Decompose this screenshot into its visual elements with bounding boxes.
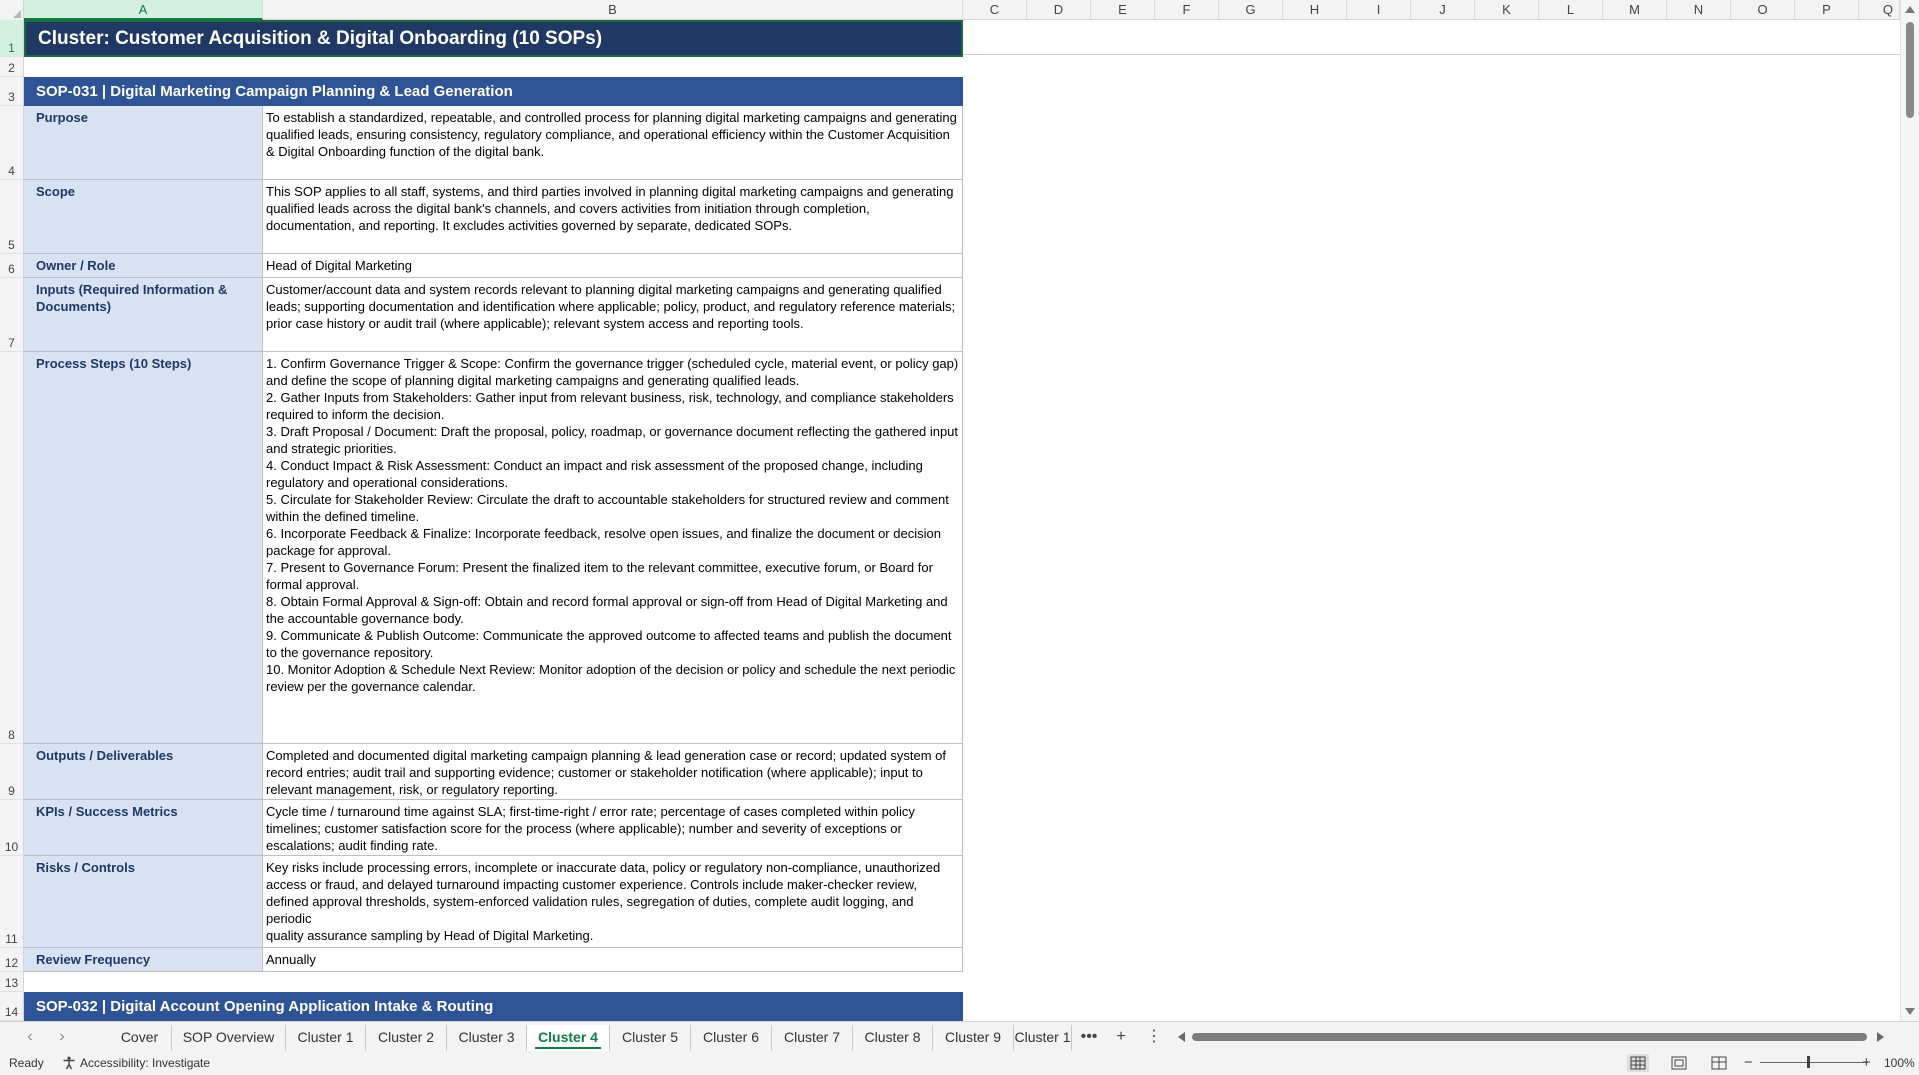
column-header-d[interactable]: D [1027,0,1091,20]
previous-sheet-icon[interactable]: ‹ [27,1028,33,1045]
column-header-c[interactable]: C [963,0,1027,20]
scroll-right-icon[interactable] [1877,1032,1884,1042]
accessibility-status[interactable] [62,1056,210,1070]
more-sheets-icon[interactable]: ••• [1080,1028,1098,1045]
column-header-l[interactable]: L [1539,0,1603,20]
column-header-q[interactable]: Q [1859,0,1900,20]
sheet-tab-sop-overview[interactable]: SOP Overview [172,1025,286,1051]
risks-controls-label[interactable]: Risks / Controls [24,856,263,948]
page-layout-view-button[interactable] [1668,1054,1690,1072]
column-header-bar [0,0,1900,20]
column-header-p[interactable]: P [1795,0,1859,20]
row-header-13[interactable]: 13 [0,972,24,992]
accessibility-status-text: Accessibility: Investigate [80,1056,211,1070]
column-header-n[interactable]: N [1667,0,1731,20]
column-header-m[interactable]: M [1603,0,1667,20]
row-header-8[interactable]: 8 [0,352,24,744]
row-header-6[interactable]: 6 [0,254,24,278]
column-header-o[interactable]: O [1731,0,1795,20]
sheet-tab-cluster-1[interactable]: Cluster 1 [286,1025,366,1051]
review-frequency-value[interactable]: Annually [263,948,963,972]
scope-value[interactable]: This SOP applies to all staff, systems, and third parties involved in planning digital marketing campaigns and generating qualified leads across the digital bank's channels, and covers activities from initiation through completion, documentation, and reporting. It excludes activities governed by separate, dedicated SOPs. [263,180,963,254]
vertical-scrollbar[interactable] [1900,0,1919,1021]
inputs-label[interactable]: Inputs (Required Information & Documents) [24,278,263,352]
sheet-tab-cluster-10-partial[interactable]: Cluster 1 [1014,1025,1072,1051]
sheet-tab-cluster-2[interactable]: Cluster 2 [366,1025,447,1051]
sheet-tab-cluster-9[interactable]: Cluster 9 [933,1025,1014,1051]
scroll-down-icon[interactable] [1905,1008,1915,1015]
sheet-tab-cluster-8[interactable]: Cluster 8 [853,1025,933,1051]
sop-032-header[interactable]: SOP-032 | Digital Account Opening Application Intake & Routing [24,992,963,1021]
column-header-g[interactable]: G [1219,0,1283,20]
vertical-scroll-thumb[interactable] [1906,22,1914,118]
tab-bar-options-icon[interactable]: ⋮ [1146,1028,1162,1045]
column-header-a[interactable]: A [24,0,263,20]
scroll-up-icon[interactable] [1905,6,1915,13]
row-1-border [963,54,1900,55]
sheet-tab-cluster-6[interactable]: Cluster 6 [691,1025,772,1051]
inputs-value[interactable]: Customer/account data and system records relevant to planning digital marketing campaigns and generating qualified leads; supporting documentation and identification where applicable; policy, product, and regulatory reference materials; prior case history or audit trail (where applicable); relevant system access and reporting tools. [263,278,963,352]
row-header-2[interactable]: 2 [0,57,24,77]
sheet-tab-cluster-3[interactable]: Cluster 3 [447,1025,527,1051]
row-header-11[interactable]: 11 [0,856,24,948]
normal-view-icon [1627,1054,1649,1072]
sheet-tab-cover[interactable]: Cover [108,1025,172,1051]
row-header-14[interactable]: 14 [0,992,24,1021]
purpose-label[interactable]: Purpose [24,106,263,180]
column-header-f[interactable]: F [1155,0,1219,20]
row-header-7[interactable]: 7 [0,278,24,352]
horizontal-scrollbar[interactable] [1178,1030,1884,1044]
page-break-view-button[interactable] [1708,1054,1730,1072]
row-header-4[interactable]: 4 [0,106,24,180]
outputs-label[interactable]: Outputs / Deliverables [24,744,263,800]
status-ready-text: Ready [9,1056,44,1070]
next-sheet-icon[interactable]: › [59,1028,65,1045]
column-header-b[interactable]: B [263,0,963,20]
sheet-tab-bar [0,1021,1919,1051]
zoom-level[interactable]: 100% [1884,1056,1915,1070]
page-layout-icon [1668,1054,1690,1072]
sheet-tab-cluster-4[interactable]: Cluster 4 [527,1025,610,1051]
cluster-title-cell[interactable]: Cluster: Customer Acquisition & Digital Onboarding (10 SOPs) [24,20,963,57]
zoom-in-icon[interactable]: + [1862,1054,1871,1071]
purpose-value[interactable]: To establish a standardized, repeatable, and controlled process for planning digital marketing campaigns and generating qualified leads, ensuring consistency, regulatory compliance, and operational efficiency within the Customer Acquisition & Digital Onboarding function of the digital bank. [263,106,963,180]
worksheet-grid[interactable] [24,20,1900,1021]
status-bar [0,1051,1919,1075]
add-sheet-icon[interactable]: + [1116,1028,1126,1045]
sheet-tab-cluster-5[interactable]: Cluster 5 [610,1025,691,1051]
row-header-3[interactable]: 3 [0,77,24,106]
column-header-i[interactable]: I [1347,0,1411,20]
sop-031-header[interactable]: SOP-031 | Digital Marketing Campaign Planning & Lead Generation [24,77,963,106]
process-steps-label[interactable]: Process Steps (10 Steps) [24,352,263,744]
row-header-10[interactable]: 10 [0,800,24,856]
review-frequency-label[interactable]: Review Frequency [24,948,263,972]
sheet-tab-cluster-7[interactable]: Cluster 7 [772,1025,853,1051]
risks-controls-value[interactable]: Key risks include processing errors, incomplete or inaccurate data, policy or regulatory non-compliance, unauthorized access or fraud, and delayed turnaround impacting customer experience. Controls include maker-checker review, defined approval thresholds, system-enforced validation rules, segregation of duties, complete audit logging, and periodic quality assurance sampling by Head of Digital Marketing. [263,856,963,948]
column-header-j[interactable]: J [1411,0,1475,20]
row-header-5[interactable]: 5 [0,180,24,254]
process-steps-value[interactable]: 1. Confirm Governance Trigger & Scope: Confirm the governance trigger (scheduled cycle, material event, or policy gap) and define the scope of planning digital marketing campaigns and generating qualified leads. 2. Gather Inputs from Stakeholders: Gather input from relevant business, risk, technology, and compliance stakeholders required to inform the decision. 3. Draft Proposal / Document: Draft the proposal, policy, roadmap, or governance document reflecting the gathered input and strategic priorities. 4. Conduct Impact & Risk Assessment: Conduct an impact and risk assessment of the proposed change, including regulatory and operational considerations. 5. Circulate for Stakeholder Review: Circulate the draft to accountable stakeholders for structured review and comment within the defined timeline. 6. Incorporate Feedback & Finalize: Incorporate feedback, resolve open issues, and finalize the document or decision package for approval. 7. Present to Governance Forum: Present the finalized item to the relevant committee, executive forum, or Board for formal approval. 8. Obtain Formal Approval & Sign-off: Obtain and record formal approval or sign-off from Head of Digital Marketing and the accountable governance body. 9. Communicate & Publish Outcome: Communicate the approved outcome to affected teams and publish the document to the governance repository. 10. Monitor Adoption & Schedule Next Review: Monitor adoption of the decision or policy and schedule the next periodic review per the governance calendar. [263,352,963,744]
accessibility-icon [62,1056,76,1070]
row-header-12[interactable]: 12 [0,948,24,972]
zoom-out-icon[interactable]: − [1744,1054,1753,1071]
select-all-corner[interactable] [0,0,24,20]
kpis-value[interactable]: Cycle time / turnaround time against SLA; first-time-right / error rate; percentage of cases completed within policy timelines; customer satisfaction score for the process (where applicable); number and severity of exceptions or escalations; audit finding rate. [263,800,963,856]
scroll-left-icon[interactable] [1178,1032,1185,1042]
row-header-9[interactable]: 9 [0,744,24,800]
outputs-value[interactable]: Completed and documented digital marketing campaign planning & lead generation case or record; updated system of record entries; audit trail and supporting evidence; customer or stakeholder notification (where applicable); input to relevant management, risk, or regulatory reporting. [263,744,963,800]
column-header-h[interactable]: H [1283,0,1347,20]
zoom-slider[interactable] [1760,1062,1868,1063]
zoom-slider-knob[interactable] [1807,1056,1810,1068]
column-header-e[interactable]: E [1091,0,1155,20]
row-header-1[interactable]: 1 [0,20,24,57]
normal-view-button[interactable] [1627,1054,1649,1072]
horizontal-scroll-thumb[interactable] [1192,1033,1867,1041]
page-break-icon [1708,1054,1730,1072]
column-header-k[interactable]: K [1475,0,1539,20]
owner-role-label[interactable]: Owner / Role [24,254,263,278]
kpis-label[interactable]: KPIs / Success Metrics [24,800,263,856]
scope-label[interactable]: Scope [24,180,263,254]
owner-role-value[interactable]: Head of Digital Marketing [263,254,963,278]
